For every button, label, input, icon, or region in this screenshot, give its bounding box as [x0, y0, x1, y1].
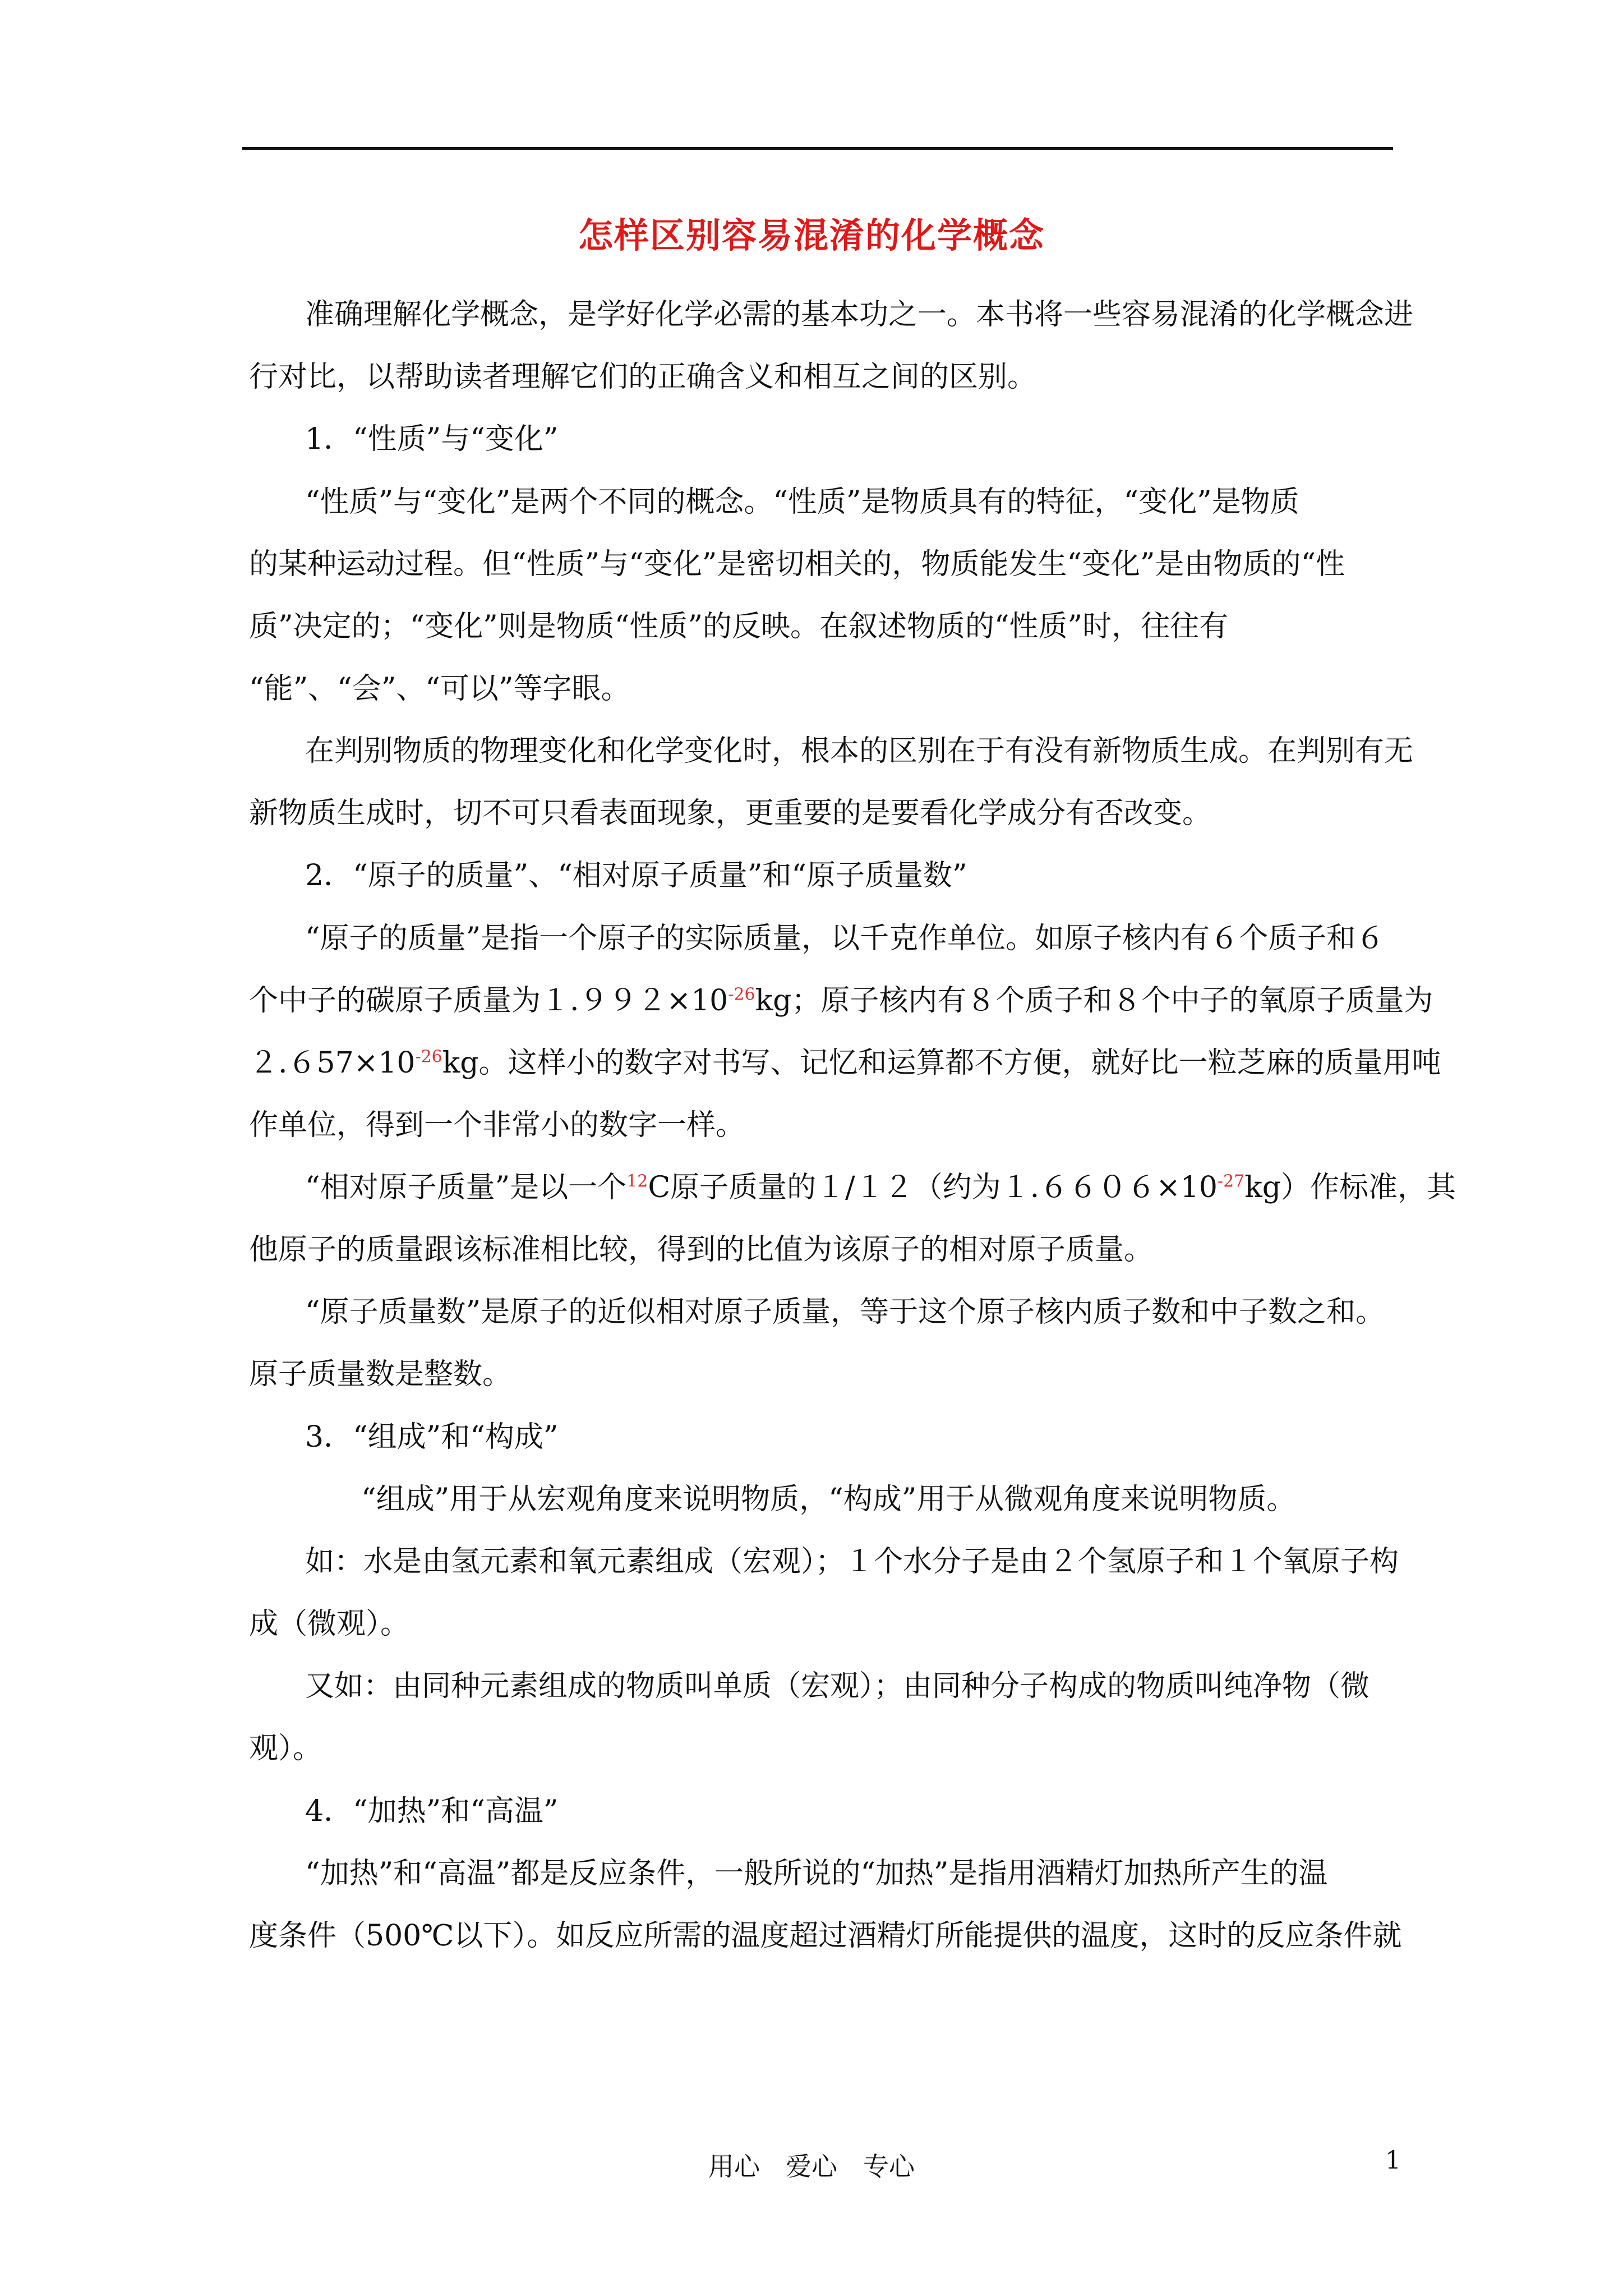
section-4-heading: 4．“加热”和“高温” — [305, 1795, 559, 1828]
intro-line-2: 行对比，以帮助读者理解它们的正确含义和相互之间的区别。 — [249, 360, 1037, 394]
isotope-number: 12 — [626, 1171, 648, 1191]
s3-p3-line-1: 又如：由同种元素组成的物质叫单质（宏观）；由同种分子构成的物质叫纯净物（微 — [305, 1669, 1370, 1703]
s2-p2-line-2: 他原子的质量跟该标准相比较，得到的比值为该原子的相对原子质量。 — [249, 1233, 1154, 1267]
s2-p1-line-1: “原子的质量”是指一个原子的实际质量，以千克作单位。如原子核内有６个质子和６ — [305, 922, 1385, 955]
intro-line-1: 准确理解化学概念，是学好化学必需的基本功之一。本书将一些容易混淆的化学概念进 — [305, 298, 1414, 332]
s1-p1-line-4: “能”、“会”、“可以”等字眼。 — [249, 672, 630, 706]
s3-p1: “组成”用于从宏观角度来说明物质，“构成”用于从微观角度来说明物质。 — [361, 1483, 1296, 1516]
carbon-mass-text: 个中子的碳原子质量为１.９９２×10 — [249, 984, 728, 1018]
standard-text: C原子质量的１/１２（约为１.６６０６×10 — [648, 1171, 1218, 1204]
s1-p1-line-1: “性质”与“变化”是两个不同的概念。“性质”是物质具有的特征，“变化”是物质 — [305, 485, 1299, 519]
s2-p3-line-2: 原子质量数是整数。 — [249, 1358, 512, 1391]
oxygen-mass-value: ２.６57×10 — [249, 1046, 416, 1080]
s4-p1-line-2: 度条件（500℃以下）。如反应所需的温度超过酒精灯所能提供的温度，这时的反应条件就 — [249, 1919, 1402, 1953]
s4-p1-line-1: “加热”和“高温”都是反应条件，一般所说的“加热”是指用酒精灯加热所产生的温 — [305, 1857, 1328, 1890]
exponent: -26 — [415, 1047, 442, 1067]
s1-p2-line-1: 在判别物质的物理变化和化学变化时，根本的区别在于有没有新物质生成。在判别有无 — [305, 734, 1414, 768]
relative-mass-text: “相对原子质量”是以一个 — [305, 1171, 627, 1204]
section-3-heading: 3．“组成”和“构成” — [305, 1420, 559, 1454]
s2-p3-line-1: “原子质量数”是原子的近似相对原子质量，等于这个原子核内质子数和中子数之和。 — [305, 1295, 1385, 1329]
s1-p1-line-3: 质”决定的；“变化”则是物质“性质”的反映。在叙述物质的“性质”时，往往有 — [249, 610, 1229, 643]
s1-p2-line-2: 新物质生成时，切不可只看表面现象，更重要的是要看化学成分有否改变。 — [249, 797, 1212, 830]
page-title: 怎样区别容易混淆的化学概念 — [578, 215, 1045, 256]
s3-p2-line-1: 如：水是由氢元素和氧元素组成（宏观）；１个水分子是由２个氢原子和１个氧原子构 — [305, 1545, 1399, 1579]
header-rule — [242, 147, 1393, 150]
s2-p1-line-4: 作单位，得到一个非常小的数字一样。 — [249, 1108, 745, 1142]
exponent: -26 — [728, 984, 755, 1005]
s2-p1-line-3 — [249, 1046, 1441, 1080]
section-1-heading: 1．“性质”与“变化” — [305, 422, 559, 456]
oxygen-mass-text: kg；原子核内有８个质子和８个中子的氧原子质量为 — [755, 984, 1433, 1018]
s2-p1-line-2 — [249, 984, 1433, 1018]
mass-comment-text: kg。这样小的数字对书写、记忆和运算都不方便，就好比一粒芝麻的质量用吨 — [442, 1046, 1441, 1080]
footer-motto: 用心 爱心 专心 — [708, 2151, 915, 2182]
s1-p1-line-2: 的某种运动过程。但“性质”与“变化”是密切相关的，物质能发生“变化”是由物质的“性 — [249, 547, 1345, 581]
s2-p2-line-1 — [249, 1171, 1456, 1204]
page-number: 1 — [1385, 2146, 1401, 2175]
standard-tail: kg）作标准，其 — [1244, 1171, 1456, 1204]
section-2-heading: 2．“原子的质量”、“相对原子质量”和“原子质量数” — [305, 859, 967, 892]
s3-p3-line-2: 观）。 — [249, 1732, 322, 1765]
exponent: -27 — [1217, 1171, 1245, 1191]
s3-p2-line-2: 成（微观）。 — [249, 1607, 410, 1641]
